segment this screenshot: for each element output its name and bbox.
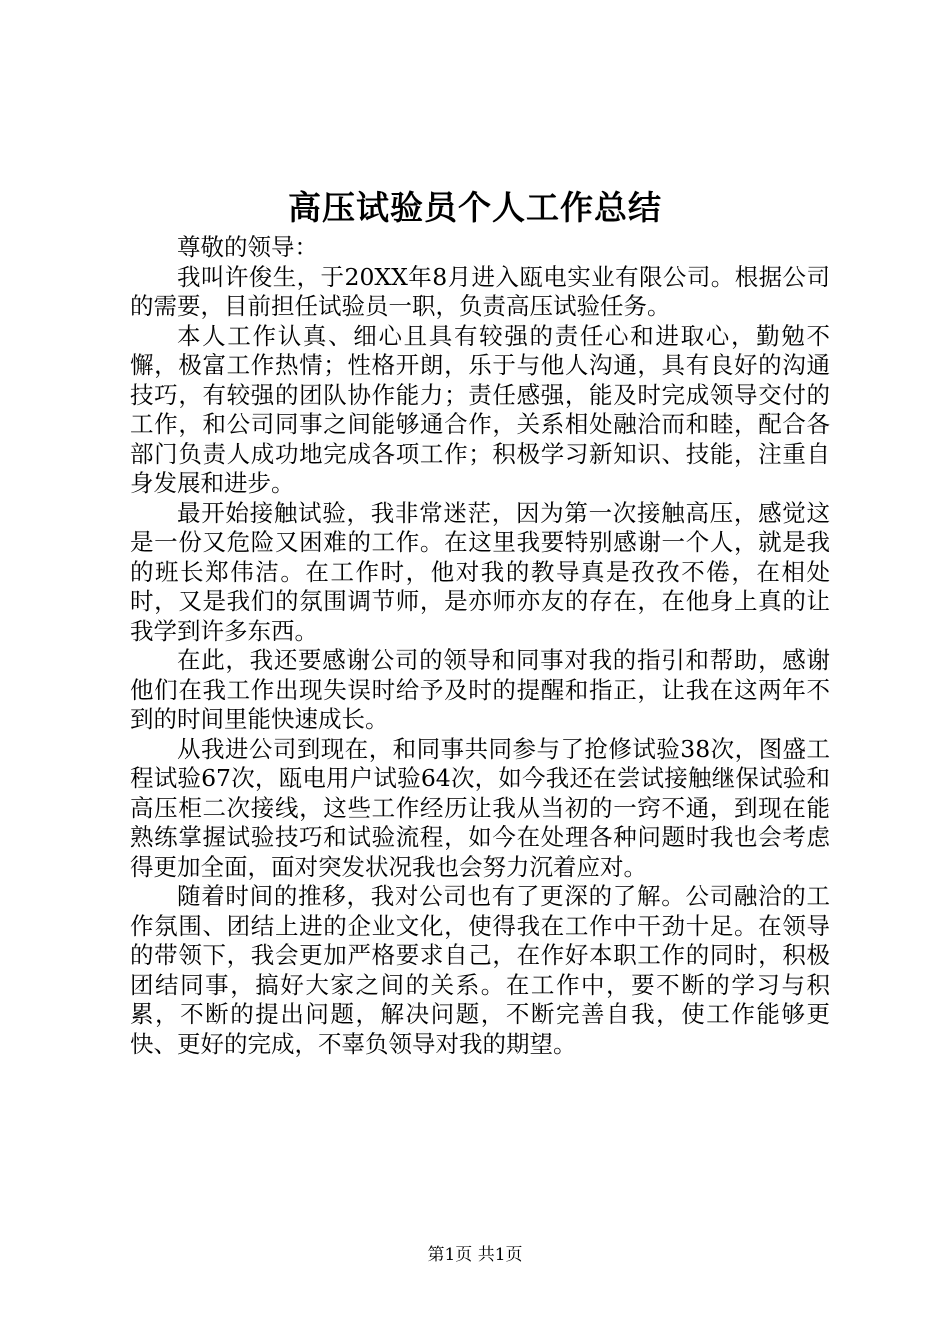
salutation: 尊敬的领导：	[177, 233, 318, 261]
paragraph-1: 我叫许俊生，于20XX年8月进入瓯电实业有限公司。根据公司的需要，目前担任试验员一职，负责高压试验任务。	[130, 262, 830, 320]
paragraph-4: 在此，我还要感谢公司的领导和同事对我的指引和帮助，感谢他们在我工作出现失误时给予及时的提醒和指正，让我在这两年不到的时间里能快速成长。	[130, 646, 830, 733]
page-footer: 第1页 共1页	[427, 1245, 523, 1265]
paragraph-6: 随着时间的推移，我对公司也有了更深的了解。公司融洽的工作氛围、团结上进的企业文化，使得我在工作中干劲十足。在领导的带领下，我会更加严格要求自己，在作好本职工作的同时，积极团结同事，搞好大家之间的关系。在工作中，要不断的学习与积累，不断的提出问题，解决问题，不断完善自我，使工作能够更快、更好的完成，不辜负领导对我的期望。	[130, 882, 830, 1058]
document-body	[130, 233, 830, 1059]
paragraph-5: 从我进公司到现在，和同事共同参与了抢修试验38次，图盛工程试验67次，瓯电用户试验64次，如今我还在尝试接触继保试验和高压柜二次接线，这些工作经历让我从当初的一窍不通，到现在能熟练掌握试验技巧和试验流程，如今在处理各种问题时我也会考虑得更加全面，面对突发状况我也会努力沉着应对。	[130, 734, 830, 881]
document-title: 高压试验员个人工作总结	[288, 188, 662, 227]
paragraph-2: 本人工作认真、细心且具有较强的责任心和进取心，勤勉不懈，极富工作热情；性格开朗，乐于与他人沟通，具有良好的沟通技巧，有较强的团队协作能力；责任感强，能及时完成领导交付的工作，和公司同事之间能够通合作，关系相处融洽而和睦，配合各部门负责人成功地完成各项工作；积极学习新知识、技能，注重自身发展和进步。	[130, 321, 830, 497]
paragraph-3: 最开始接触试验，我非常迷茫，因为第一次接触高压，感觉这是一份又危险又困难的工作。在这里我要特别感谢一个人，就是我的班长郑伟洁。在工作时，他对我的教导真是孜孜不倦，在相处时，又是我们的氛围调节师，是亦师亦友的存在，在他身上真的让我学到许多东西。	[130, 498, 830, 645]
